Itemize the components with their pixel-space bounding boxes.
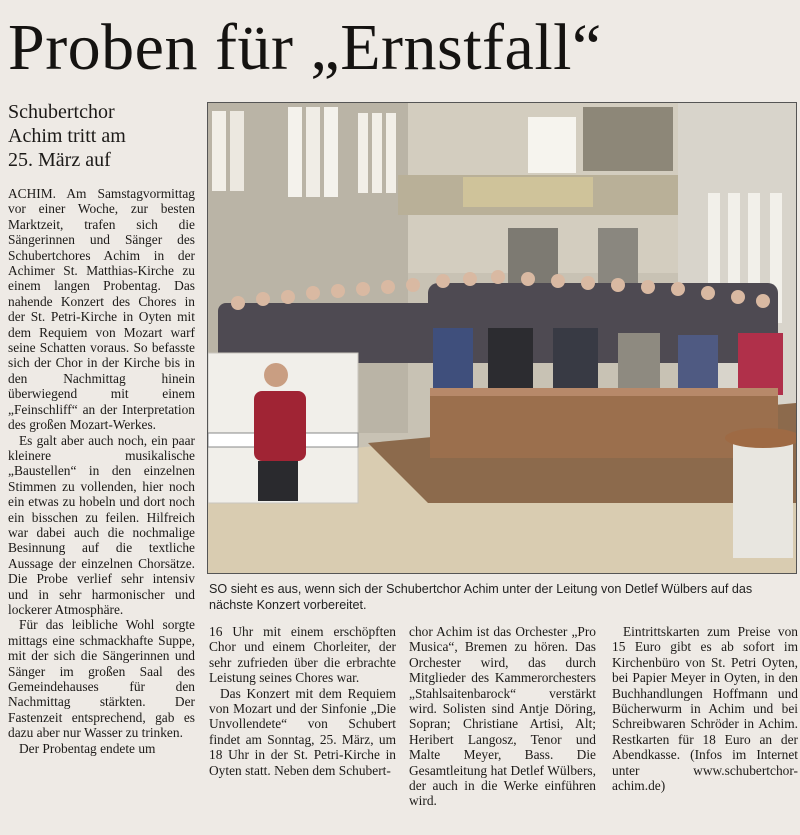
article-column-2 <box>209 624 396 778</box>
photo-caption: SO sieht es aus, wenn sich der Schubertchor Achim unter der Leitung von Detlef Wülbers auf das nächste Konzert vorbereitet. <box>209 582 753 612</box>
subheadline-line: Schubertchor <box>8 101 115 123</box>
paragraph: Der Probentag endete um <box>19 740 156 756</box>
article-column-3 <box>409 624 596 809</box>
choir-rehearsal-photo <box>207 102 797 574</box>
headline: Proben für „Ernstfall“ <box>8 11 602 84</box>
article-column-1 <box>8 186 195 756</box>
paragraph: Es galt aber auch noch, ein paar kleinere musikalische „Baustellen“ in den einzelnen Stimmen zu vollenden, hier noch ein etwas zu hobeln und dort noch ein bisschen zu feilen. Hilfreich war dabei auch die nochmalige Besinnung auf die textliche Aussage der einzelnen Chorsätze. Die Probe verlief sehr intensiv und in sehr harmonischer und lockerer Atmosphäre. <box>8 432 195 617</box>
subheadline-line: Achim tritt am <box>8 125 126 147</box>
subheadline-line: 25. März auf <box>8 149 111 171</box>
article-column-4 <box>612 624 798 793</box>
paragraph: Für das leibliche Wohl sorgte mittags eine schmackhafte Suppe, mit der sich die Sängerinnen und Sänger im großen Saal des Gemeindehauses für den Nachmittag stärkten. Der Fastenzeit entsprechend, gab es dazu aber nur Wasser zu trinken. <box>8 617 195 741</box>
paragraph: Eintrittskarten zum Preise von 15 Euro gibt es ab sofort im Kirchenbüro von St. Petri Oyten, bei Papier Meyer in Oyten, in den Buchhandlungen Hoffmann und Bücherwurm in Achim und bei Schreibwaren Schröder in Achim. Restkarten für 18 Euro an der Abendkasse. (Infos im Internet unter www.schubertchor-achim.de) <box>612 624 798 794</box>
paragraph: 16 Uhr mit einem erschöpften Chor und einem Chorleiter, der sehr zufrieden über die erbrachte Leistung seines Chores war. <box>209 624 396 686</box>
paragraph: Das Konzert mit dem Requiem von Mozart und der Sinfonie „Die Unvollendete“ von Schubert findet am Sonntag, 25. März, um 18 Uhr in der St. Petri-Kirche in Oyten statt. Neben dem Schubert- <box>209 685 396 778</box>
paragraph: chor Achim ist das Orchester „Pro Musica“, Bremen zu hören. Das Orchester wird, das durch Mitglieder des Kammerorchesters „Stahlsaitenbarock“ verstärkt wird. Solisten sind Antje Döring, Sopran; Christiane Artisi, Alt; Heribert Langosz, Tenor und Malte Meyer, Bass. Die Gesamtleitung hat Detlef Wülbers, der auch in die Werke einführen wird. <box>409 624 596 809</box>
paragraph: ACHIM. Am Samstagvormittag vor einer Woche, zur besten Marktzeit, trafen sich die Sängerinnen und Sänger des Schubertchores Achim in der Achimer St. Matthias-Kirche zu einem langen Probentag. Das nahende Konzert des Chores in der St. Petri-Kirche in Oyten mit dem Requiem von Mozart warf seine Schatten voraus. So befasste sich der Chor in der Kirche bis in den Nachmittag hinein überwiegend mit einem „Feinschliff“ an der Interpretation des großen Mozart-Werkes. <box>8 186 195 433</box>
subheadline <box>8 100 200 172</box>
